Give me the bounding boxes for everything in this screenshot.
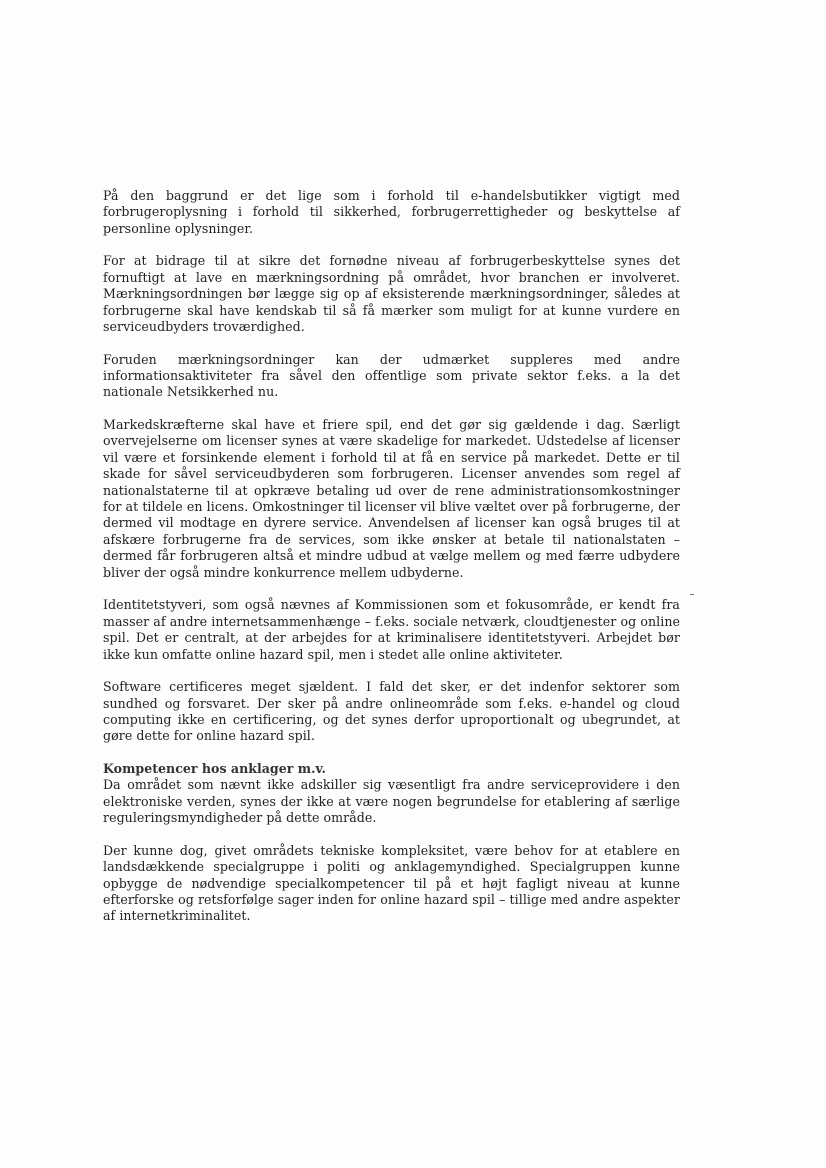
scan-mark: [690, 594, 694, 595]
paragraph-identity-theft: Identitetstyveri, som også nævnes af Kommissionen som et fokusområde, er kendt fra masser af andre internetsammenhænge – f.eks. sociale netværk, cloudtjenester og online spil. Det er centralt, at der arbejdes for at kriminalisere identitetstyveri. Arbejdet bør ikke kun omfatte online hazard spil, men i stedet alle online aktiviteter.: [103, 597, 680, 662]
paragraph-labelling-scheme: For at bidrage til at sikre det fornødne niveau af forbrugerbeskyttelse synes det fornuftigt at lave en mærkningsordning på området, hvor branchen er involveret. Mærkningsordningen bør lægge sig op af eksisterende mærkningsordninger, således at forbrugerne skal have kendskab til så få mærker som muligt for at kunne vurdere en serviceudbyders troværdighed.: [103, 253, 680, 335]
paragraph-regulatory-authorities: Da området som nævnt ikke adskiller sig væsentligt fra andre serviceprovidere i den elektroniske verden, synes der ikke at være nogen begrundelse for etablering af særlige reguleringsmyndigheder på dette område.: [103, 777, 680, 826]
paragraph-market-forces: Markedskræfterne skal have et friere spil, end det gør sig gældende i dag. Særligt overvejelserne om licenser synes at være skadelige for markedet. Udstedelse af licenser vil være et forsinkende element i forhold til at få en service på markedet. Dette er til skade for såvel serviceudbyderen som forbrugeren. Licenser anvendes som regel af nationalstaterne til at opkræve betaling ud over de rene administrationsomkostninger for at tildele en licens. Omkostninger til licenser vil blive væltet over på forbrugerne, der dermed vil modtage en dyrere service. Anvendelsen af licenser kan også bruges til at afskære forbrugerne fra de services, som ikke ønsker at betale til nationalstaten – dermed får forbrugeren altså et mindre udbud at vælge mellem og med færre udbydere bliver der også mindre konkurrence mellem udbyderne.: [103, 417, 680, 580]
paragraph-consumer-information: På den baggrund er det lige som i forhold til e-handelsbutikker vigtigt med forbrugeroplysning i forhold til sikkerhed, forbrugerrettigheder og beskyttelse af personline oplysninger.: [103, 188, 680, 236]
paragraph-special-group: Der kunne dog, givet områdets tekniske kompleksitet, være behov for at etablere en landsdækkende specialgruppe i politi og anklagemyndighed. Specialgruppen kunne opbygge de nødvendige specialkompetencer til på et højt fagligt niveau at kunne efterforske og retsforfølge sager inden for online hazard spil – tillige med andre aspekter af internetkriminalitet.: [103, 842, 680, 924]
section-heading: Kompetencer hos anklager m.v.: [103, 760, 326, 776]
document-body: [103, 188, 680, 941]
paragraph-software-certification: Software certificeres meget sjældent. I fald det sker, er det indenfor sektorer som sundhed og forsvaret. Der sker på andre onlineområde som f.eks. e-handel og cloud computing ikke en certificering, og det synes derfor uproportionalt og ubegrundet, at gøre dette for online hazard spil.: [103, 679, 680, 744]
paragraph-information-activities: Foruden mærkningsordninger kan der udmærket suppleres med andre informationsaktiviteter fra såvel den offentlige som private sektor f.eks. a la det nationale Netsikkerhed nu.: [103, 351, 680, 400]
